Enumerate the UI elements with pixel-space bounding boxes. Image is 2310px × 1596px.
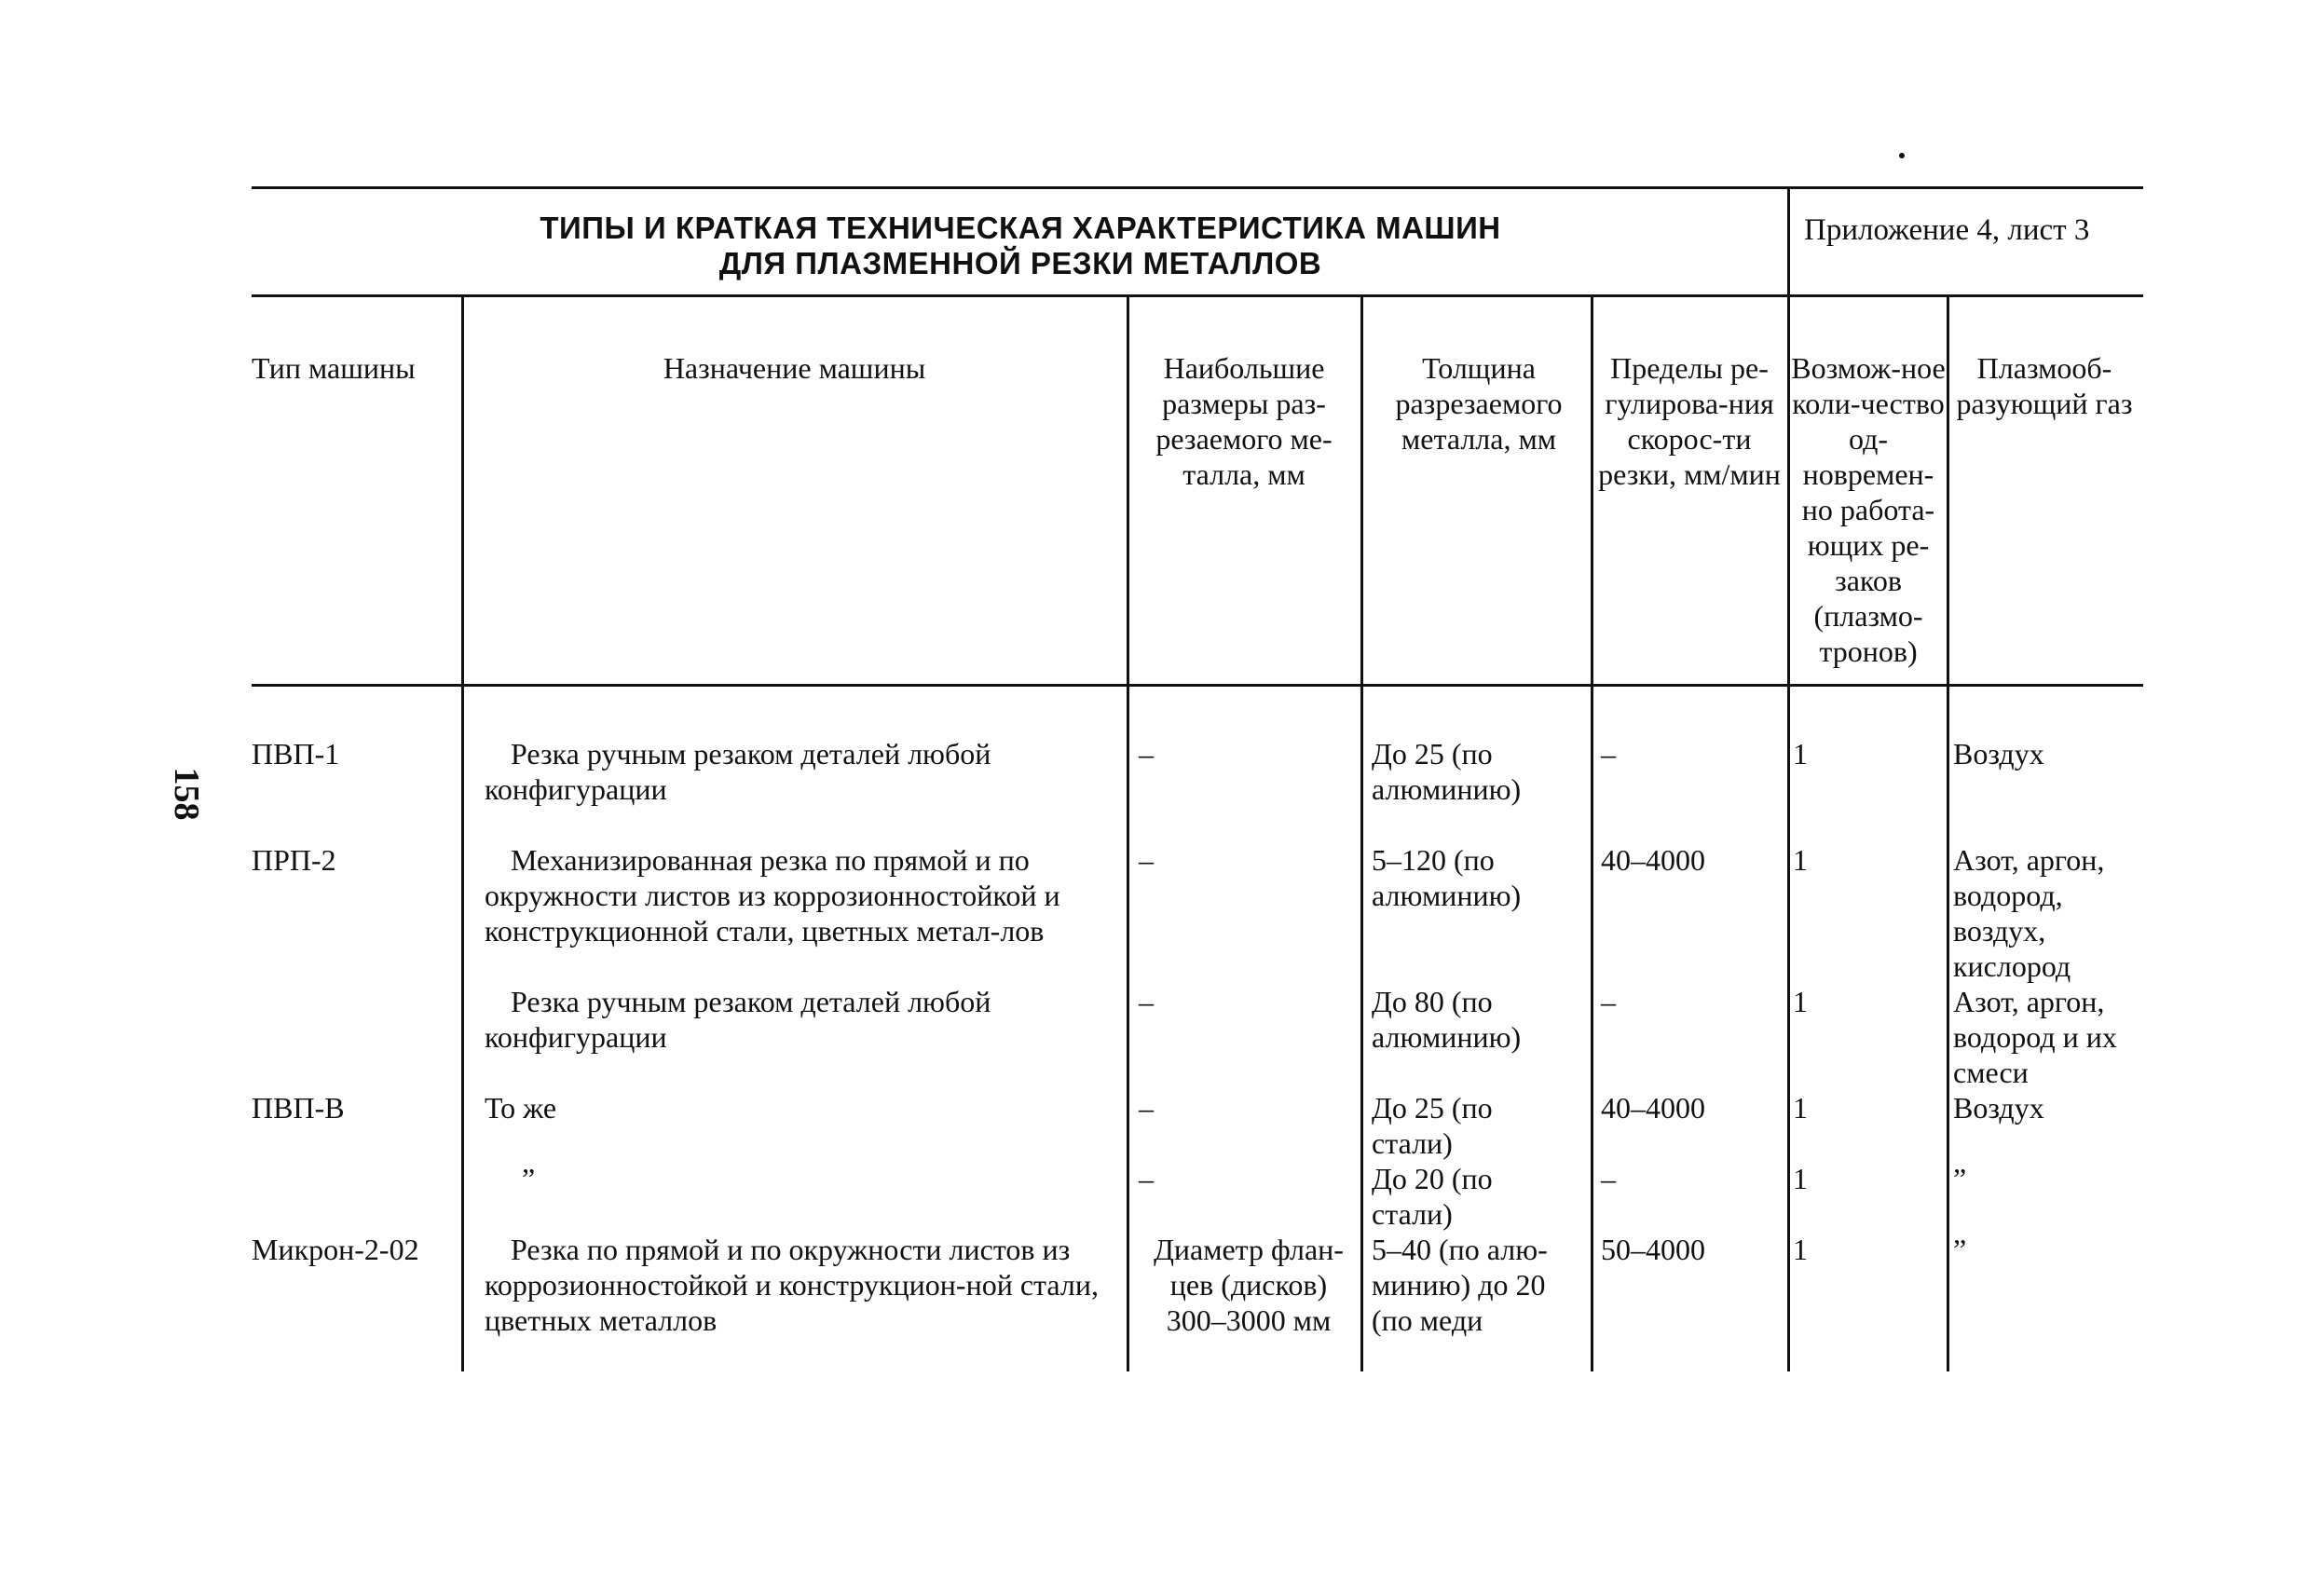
col-line-4 xyxy=(1591,294,1593,1371)
title-line-2: ДЛЯ ПЛАЗМЕННОЙ РЕЗКИ МЕТАЛЛОВ xyxy=(718,246,1322,280)
table-row-4-size: – xyxy=(1139,1091,1154,1125)
header-thickness: Толщина разрезаемого металла, мм xyxy=(1395,351,1563,456)
top-rule xyxy=(252,186,2143,189)
table-row-2-gas: Азот, аргон, водород, воздух, кислород xyxy=(1953,843,2105,983)
stray-dot xyxy=(1899,153,1905,158)
table-row-3-size: – xyxy=(1139,985,1154,1018)
appendix-label: Приложение 4, лист 3 xyxy=(1804,213,2090,247)
table-row-2-purpose: Механизированная резка по прямой и по окружности листов из коррозионностойкой и конструкционной стали, цветных метал-лов xyxy=(485,843,1060,948)
table-row-3-purpose: Резка ручным резаком деталей любой конфигурации xyxy=(485,985,991,1054)
header-purpose: Назначение машины xyxy=(663,351,926,385)
table-row-6-thickness: 5–40 (по алю-минию) до 20 (по меди xyxy=(1372,1233,1548,1337)
col-line-3 xyxy=(1360,294,1363,1371)
title-line-1: ТИПЫ И КРАТКАЯ ТЕХНИЧЕСКАЯ ХАРАКТЕРИСТИКА МАШИН xyxy=(540,211,1501,245)
table-row-2-type: ПРП-2 xyxy=(252,843,336,877)
table-row-1-purpose: Резка ручным резаком деталей любой конфигурации xyxy=(485,737,991,806)
table-row-5-size: – xyxy=(1139,1162,1154,1195)
table-row-1-thickness: До 25 (по алюминию) xyxy=(1372,737,1522,806)
table-row-2-speed: 40–4000 xyxy=(1601,843,1705,877)
table-row-5-cutters: 1 xyxy=(1793,1162,1808,1195)
table-row-6-purpose: Резка по прямой и по окружности листов из коррозионностойкой и конструкцион-ной стали, цветных металлов xyxy=(485,1233,1099,1337)
table-row-3-speed: – xyxy=(1601,985,1616,1018)
header-top-rule xyxy=(252,294,2143,297)
table-row-2-size: – xyxy=(1139,843,1154,877)
table-row-2-thickness: 5–120 (по алюминию) xyxy=(1372,843,1522,912)
table-row-3-gas: Азот, аргон, водород и их смеси xyxy=(1953,985,2117,1089)
table-row-4-cutters: 1 xyxy=(1793,1091,1808,1125)
table-row-5-gas: ” xyxy=(1953,1162,1967,1195)
table-row-4-purpose: То же xyxy=(485,1091,557,1125)
table-row-5-speed: – xyxy=(1601,1162,1616,1195)
table-row-1-size: – xyxy=(1139,737,1154,771)
table-row-1-speed: – xyxy=(1601,737,1616,771)
col-line-1 xyxy=(461,294,464,1371)
header-size: Наибольшие размеры раз-резаемого ме-талла, мм xyxy=(1155,351,1333,491)
header-speed: Пределы ре-гулирова-ния скорос-ти резки, мм/мин xyxy=(1598,351,1781,491)
table-row-4-speed: 40–4000 xyxy=(1601,1091,1705,1125)
table-row-6-cutters: 1 xyxy=(1793,1233,1808,1266)
col-line-5 xyxy=(1787,294,1790,1371)
table-row-5-thickness: До 20 (по стали) xyxy=(1372,1162,1493,1231)
table-row-4-type: ПВП-В xyxy=(252,1091,345,1125)
header-type: Тип машины xyxy=(252,351,416,385)
table-title xyxy=(252,211,1789,281)
page-number: 158 xyxy=(167,767,206,821)
table-row-1-cutters: 1 xyxy=(1793,737,1808,771)
header-bottom-rule xyxy=(252,684,2143,687)
table-row-2-cutters: 1 xyxy=(1793,843,1808,877)
table-row-5-purpose: ” xyxy=(522,1162,536,1195)
col-line-2 xyxy=(1127,294,1129,1371)
col-line-6 xyxy=(1947,294,1949,1371)
header-cutters: Возмож-ное коли-чество од-новремен-но работа-ющих ре-заков (плазмо-тронов) xyxy=(1791,351,1946,668)
table-row-6-type: Микрон-2-02 xyxy=(252,1233,419,1266)
table-row-4-gas: Воздух xyxy=(1953,1091,2044,1125)
table-row-3-cutters: 1 xyxy=(1793,985,1808,1018)
table-row-1-type: ПВП-1 xyxy=(252,737,340,771)
table-row-6-speed: 50–4000 xyxy=(1601,1233,1705,1266)
table-row-3-thickness: До 80 (по алюминию) xyxy=(1372,985,1522,1054)
table-row-4-thickness: До 25 (по стали) xyxy=(1372,1091,1493,1160)
table-row-6-gas: ” xyxy=(1953,1233,1967,1266)
table-row-6-size: Диаметр флан-цев (дисков) 300–3000 мм xyxy=(1154,1233,1344,1337)
table-row-1-gas: Воздух xyxy=(1953,737,2044,771)
header-gas: Плазмооб-разующий газ xyxy=(1956,351,2133,420)
